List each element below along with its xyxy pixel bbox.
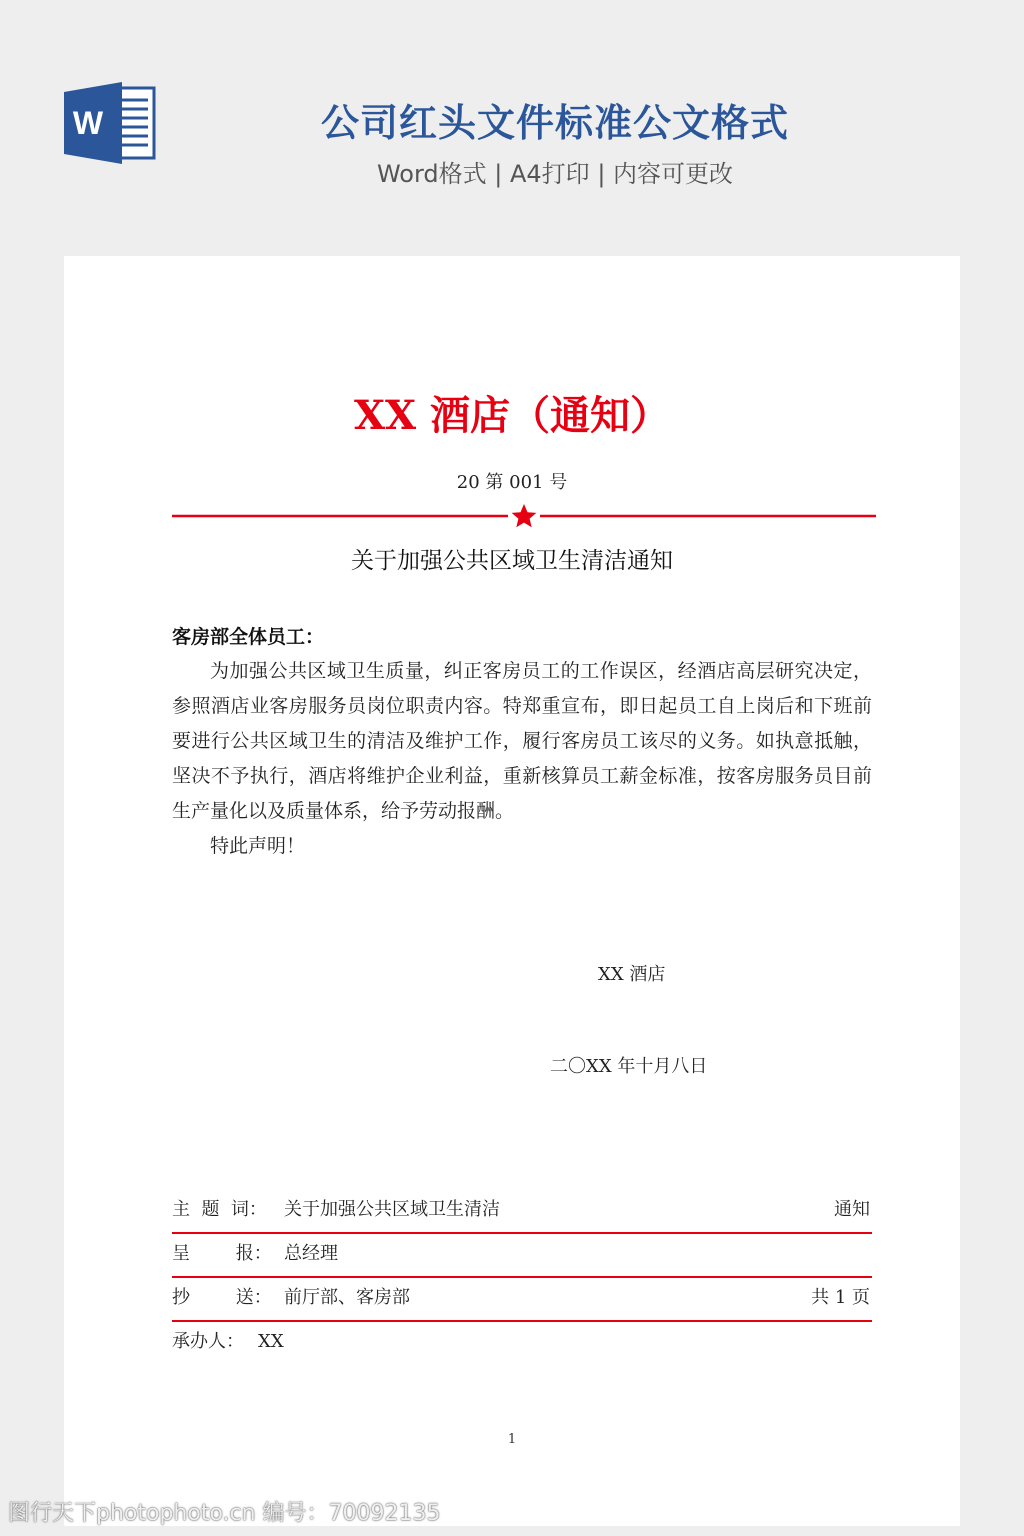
watermark: 图行天下photophoto.cn 编号：70092135 — [8, 1501, 441, 1526]
topic-value: 关于加强公共区域卫生清洁 — [284, 1199, 500, 1220]
footer-row-report — [172, 1234, 872, 1278]
handler-value: XX — [258, 1331, 284, 1352]
handler-label: 承办人： — [172, 1331, 244, 1352]
banner-title: 公司红头文件标准公文格式 — [320, 101, 789, 145]
cc-value: 前厅部、客房部 — [284, 1287, 410, 1308]
banner — [0, 0, 1024, 230]
document-subject: 关于加强公共区域卫生清洁通知 — [351, 548, 673, 574]
topic-label: 主 题 词： — [172, 1199, 267, 1220]
footer-row-topic — [172, 1190, 872, 1234]
document-number: 20 第 001 号 — [456, 472, 568, 493]
banner-subtitle: Word格式 | A4打印 | 内容可更改 — [376, 160, 734, 188]
footer-row-handler — [172, 1322, 872, 1364]
topic-right: 通知 — [834, 1199, 870, 1220]
body-paragraph-closing: 特此声明！ — [210, 835, 306, 857]
signature-organization: XX 酒店 — [598, 964, 666, 985]
word-icon-letter: W — [72, 105, 104, 141]
word-doc-icon — [64, 82, 156, 164]
document-body — [172, 654, 872, 864]
report-label: 呈 报： — [172, 1243, 272, 1264]
body-paragraph: 为加强公共区域卫生质量，纠正客房员工的工作误区，经酒店高层研究决定，参照酒店业客房服务员岗位职责内容。特郑重宣布，即日起员工自上岗后和下班前要进行公共区域卫生的清洁及维护工作，履行客房员工该尽的义务。如执意抵触，坚决不予执行，酒店将维护企业利益，重新核算员工薪金标准，按客房服务员目前生产量化以及质量体系，给予劳动报酬。 — [172, 660, 872, 822]
footer-row-cc — [172, 1278, 872, 1322]
salutation: 客房部全体员工： — [172, 626, 325, 648]
report-value: 总经理 — [284, 1243, 338, 1264]
cc-label: 抄 送： — [172, 1287, 272, 1308]
red-rule-with-star — [172, 502, 876, 530]
page-number: 1 — [507, 1432, 517, 1447]
document-footer — [172, 1190, 872, 1364]
page-count: 共 1 页 — [811, 1287, 870, 1308]
red-star-icon — [512, 504, 537, 527]
document-page — [64, 256, 960, 1526]
signature-date: 二〇XX 年十月八日 — [550, 1056, 708, 1077]
red-header-title: XX 酒店（通知） — [354, 392, 670, 439]
